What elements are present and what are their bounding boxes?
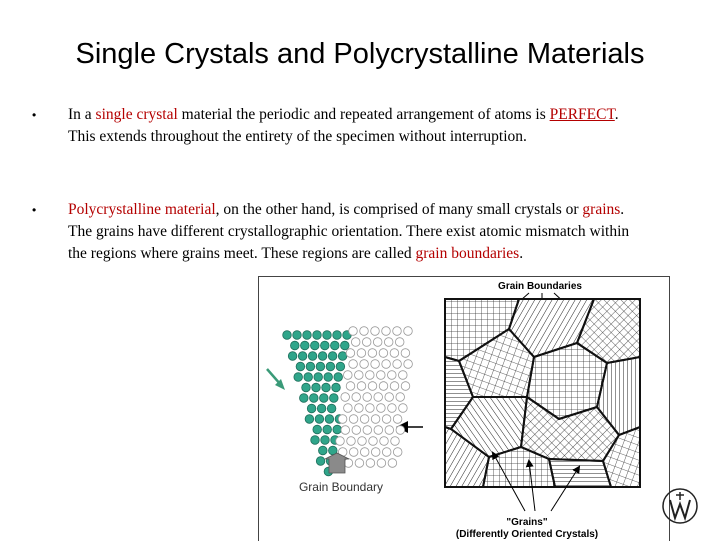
atom-open [336, 437, 345, 446]
grain-boundaries-label: Grain Boundaries [498, 281, 582, 292]
atom [323, 425, 332, 434]
atom-open [396, 426, 405, 435]
bullet-polycrystalline [32, 199, 648, 265]
atom [294, 373, 303, 382]
atom [296, 362, 305, 371]
grain-micrograph [445, 299, 640, 487]
atom-open [349, 327, 358, 336]
atom-open [349, 448, 358, 457]
atom-open [382, 415, 391, 424]
atom [302, 383, 311, 392]
atom [305, 415, 314, 424]
atom [298, 352, 307, 361]
atom-open [349, 415, 358, 424]
atom-open [384, 338, 393, 347]
atom [293, 331, 302, 340]
atom-open [388, 459, 397, 468]
atom [291, 341, 300, 350]
atom-open [344, 404, 353, 413]
atom [308, 352, 317, 361]
atom-open [360, 360, 369, 369]
atom-open [360, 448, 369, 457]
atom [313, 331, 322, 340]
term-polycrystalline: Polycrystalline material [68, 201, 216, 218]
atom [314, 373, 323, 382]
atom-open [391, 437, 400, 446]
atom-open [385, 393, 394, 402]
atom [331, 341, 340, 350]
atom-open [385, 426, 394, 435]
atom-open [371, 360, 380, 369]
atom [317, 404, 326, 413]
atom [336, 362, 345, 371]
atom-open [395, 338, 404, 347]
atom-open [393, 327, 402, 336]
atom-open [355, 371, 364, 380]
atom-open [373, 338, 382, 347]
atom-open [357, 382, 366, 391]
atom-open [341, 393, 350, 402]
grain-figure [258, 276, 670, 541]
atom-open [357, 349, 366, 358]
atom-open [371, 327, 380, 336]
atom [283, 331, 292, 340]
atom-open [404, 360, 413, 369]
atom-open [338, 415, 347, 424]
grain-diagram [259, 277, 669, 541]
grains-label: "Grains" [506, 517, 548, 528]
atom [319, 446, 328, 455]
atom [326, 362, 335, 371]
atom-open [368, 382, 377, 391]
atom-open [393, 360, 402, 369]
atom-open [371, 415, 380, 424]
atom-open [360, 415, 369, 424]
atom-open [341, 426, 350, 435]
bullet-single-crystal [32, 104, 648, 148]
atom-open [401, 382, 410, 391]
atom-open [352, 393, 361, 402]
atom-open [377, 371, 386, 380]
atom-open [355, 459, 364, 468]
atom-open [374, 426, 383, 435]
atom-open [344, 371, 353, 380]
atom [313, 425, 322, 434]
atom [321, 341, 330, 350]
atom [303, 331, 312, 340]
atom-open [377, 404, 386, 413]
term-grains: grains [582, 201, 621, 218]
atom [320, 394, 329, 403]
term-grain-boundaries: grain boundaries [415, 245, 520, 262]
atom [312, 383, 321, 392]
atom-open [355, 404, 364, 413]
atom-open [399, 404, 408, 413]
university-seal-icon [661, 486, 699, 526]
atom-open [396, 393, 405, 402]
atom [341, 341, 350, 350]
atom [316, 362, 325, 371]
atom [330, 394, 339, 403]
atom [300, 394, 309, 403]
grains-sublabel: (Differently Oriented Crystals) [455, 529, 599, 540]
atom [307, 404, 316, 413]
atom [306, 362, 315, 371]
atom [322, 383, 331, 392]
atom-open [362, 338, 371, 347]
atom [338, 352, 347, 361]
atom-open [346, 382, 355, 391]
atom-open [399, 371, 408, 380]
atom-open [382, 327, 391, 336]
atom-open [374, 393, 383, 402]
atom-open [352, 426, 361, 435]
atom [333, 425, 342, 434]
atom [333, 331, 342, 340]
atom-open [390, 382, 399, 391]
term-single-crystal: single crystal [95, 106, 178, 123]
atom-open [349, 360, 358, 369]
atom-open [363, 426, 372, 435]
atom [311, 341, 320, 350]
grain-boundary-label: Grain Boundary [298, 480, 384, 494]
atom-open [366, 459, 375, 468]
bullet-dot-icon: • [32, 108, 37, 122]
atom-open [404, 327, 413, 336]
atom-open [380, 437, 389, 446]
atom [318, 352, 327, 361]
atom-open [351, 338, 360, 347]
text: In a [68, 106, 96, 123]
atom [325, 415, 334, 424]
atom-open [358, 437, 367, 446]
atom-open [371, 448, 380, 457]
atom [311, 436, 320, 445]
page-title: Single Crystals and Polycrystalline Materials [75, 38, 645, 70]
text: . The grains have different crystallographic orientation. There exist atomic mismatch within the regions where grains meet. These regions are called [68, 201, 630, 262]
atom [327, 404, 336, 413]
text: . [519, 245, 524, 262]
atom [328, 352, 337, 361]
atom [323, 331, 332, 340]
text: , on the other hand, is comprised of many small crystals or [215, 201, 583, 218]
term-perfect: PERFECT [549, 106, 615, 123]
atom-open [390, 349, 399, 358]
boundary-up-arrow [325, 453, 349, 473]
atom-open [388, 371, 397, 380]
atom-open [379, 349, 388, 358]
atom-open [377, 459, 386, 468]
atom [316, 457, 325, 466]
atom [315, 415, 324, 424]
atom-open [379, 382, 388, 391]
atom [301, 341, 310, 350]
atom-open [382, 360, 391, 369]
atom-open [346, 349, 355, 358]
bullet-dot-icon: • [32, 203, 37, 217]
atom-open [388, 404, 397, 413]
atom-open [369, 437, 378, 446]
atom-open [393, 415, 402, 424]
atom-open [382, 448, 391, 457]
atom-open [347, 437, 356, 446]
text: material the periodic and repeated arrangement of atoms is [177, 106, 550, 123]
atom [332, 383, 341, 392]
atom-open [363, 393, 372, 402]
atom [321, 436, 330, 445]
atom-open [360, 327, 369, 336]
atom-open [366, 371, 375, 380]
text: . This extends throughout the entirety of the specimen without interruption. [68, 106, 619, 145]
atom [304, 373, 313, 382]
atom-open [368, 349, 377, 358]
atom [324, 373, 333, 382]
atom-open [366, 404, 375, 413]
atom-open [401, 349, 410, 358]
atom [310, 394, 319, 403]
atom [288, 352, 297, 361]
atom [334, 373, 343, 382]
atom-open [393, 448, 402, 457]
